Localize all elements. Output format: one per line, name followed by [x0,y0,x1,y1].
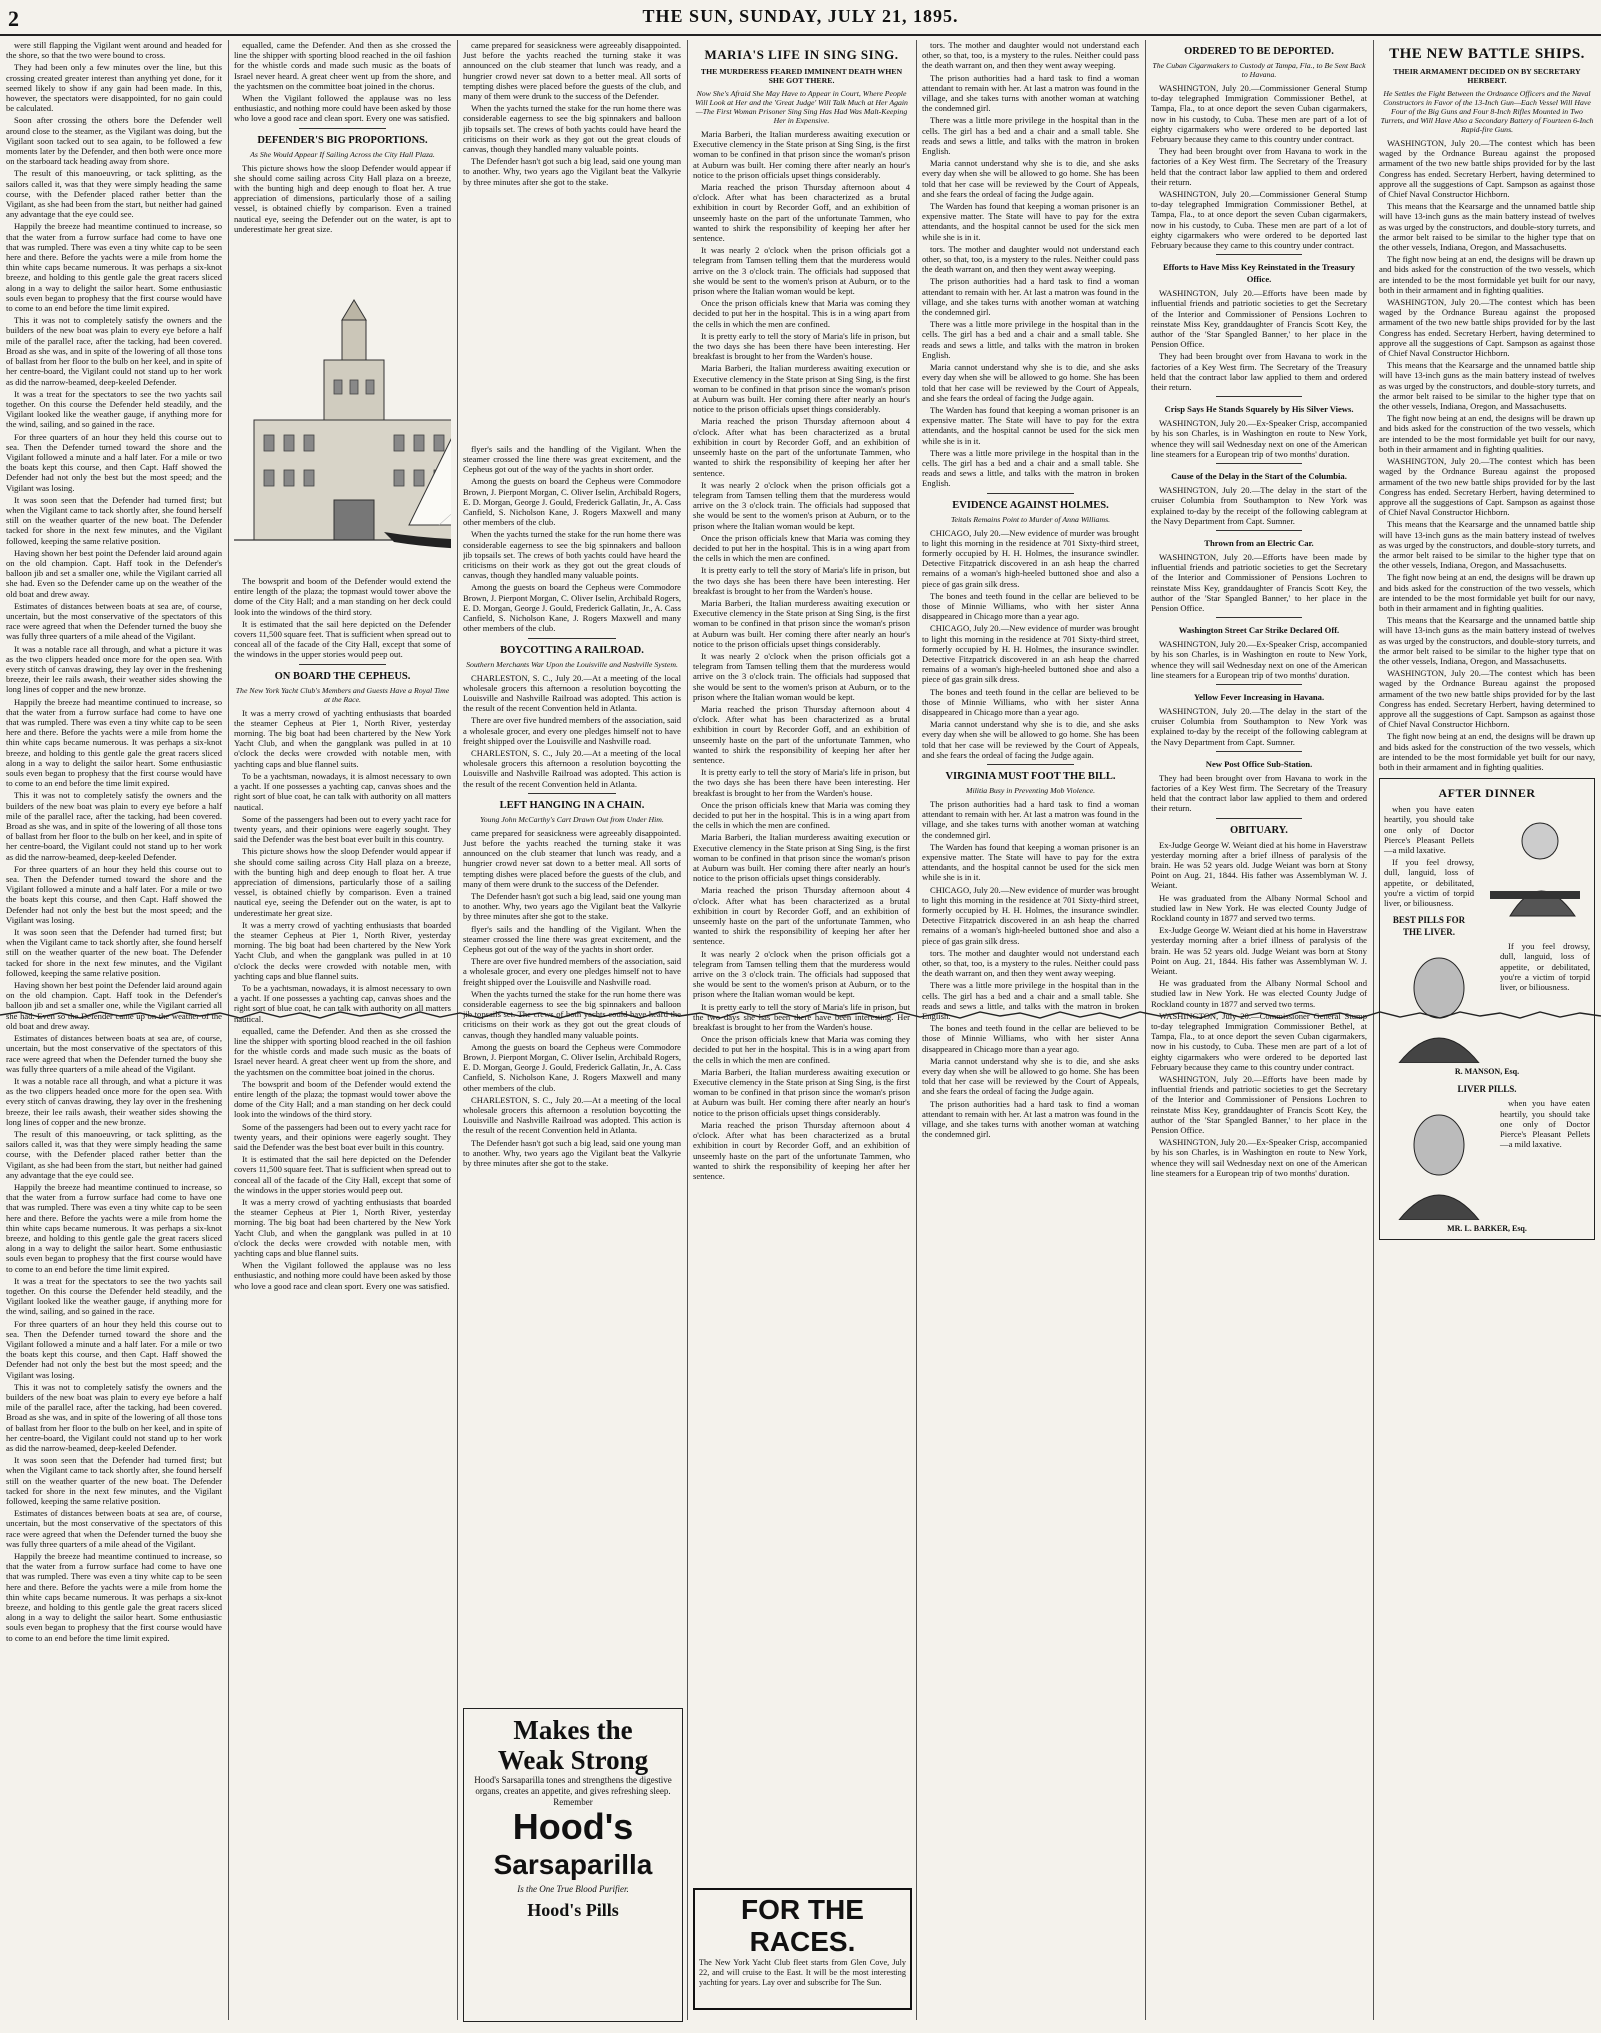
paragraph: Once the prison officials knew that Maria was coming they decided to put her in the hospital. This is in a wing apart from the cells in which the men are confined. [693,532,910,564]
headline-car-strike: Washington Street Car Strike Declared Off. [1178,625,1340,636]
paragraph: Maria Barberi, the Italian murderess awaiting execution or Executive clemency in the State prison at Sing Sing, is the first woman to be confined in that prison since the woman's prison at Auburn was built. Her coming there after nearly an hour's notice to the prison officials upset things considerably. [693,363,910,415]
paragraph: It is pretty early to tell the story of Maria's life in prison, but the two days she has been there have been interesting. Her breakfast is brought to her from the Warden's house. [693,565,910,596]
paragraph: Maria reached the prison Thursday afternoon about 4 o'clock. After what has been characterized as a brutal exhibition in court by Recorder Goff, and an exhibition of unseemly haste on the part of the unfortunate Tammen, who wanted to shirk the responsibility of keeping her after her sentence. [693,182,910,244]
paragraph: Ex-Judge George W. Weiant died at his home in Haverstraw yesterday morning after a brief illness of paralysis of the brain. He was 52 years old. Judge Weiant was born at Stony Point on Aug. 21, 1844. His father was Assemblyman W. J. Weiant. [1151,925,1367,976]
deck: THE MURDERESS FEARED IMMINENT DEATH WHEN SHE GOT THERE. [700,67,903,85]
paragraph: It was a merry crowd of yachting enthusiasts that boarded the steamer Cepheus at Pier 1, North River, yesterday morning. The big boat had been chartered by the New York Yacht Club, and when the gangplank was pulled in at 10 o'clock the decks were crowded with notable men, with yachting caps and blue flannel suits. [234,919,451,981]
paragraph: When the Vigilant followed the applause was no less enthusiastic, and nothing more could have been asked by those who love a good race and clean sport. Every one was satisfied. [234,1260,451,1291]
ad-brand: Hood's [512,1806,634,1847]
paragraph: Maria Barberi, the Italian murderess awaiting execution or Executive clemency in the State prison at Sing Sing, is the first woman to be confined in that prison since the woman's prison at Auburn was built. Her coming there after nearly an hour's notice to the prison officials upset things considerably. [693,832,910,884]
paragraph: WASHINGTON, July 20.—Commissioner General Stump to-day telegraphed Immigration Commissioner Bethel, at Tampa, Fla., to at once deport the seven Cuban cigarmakers, now in his custody, to Cuba. These men are part of a lot of eighty cigarmakers who were ordered to be deported last February because they came to this country under contract. [1151,1010,1367,1072]
divider [528,638,615,639]
subdeck: He Settles the Fight Between the Ordnance Officers and the Naval Constructors in Favor of the 13-Inch Gun—Each Vessel Will Have Four of the Big Guns and Four 8-Inch Rifles Mounted in Two Turrets, and Will Have Also a Secondary Battery of Fourteen 6-Inch Rapid-fire Guns. [1380,89,1594,134]
paragraph: were still flapping the Vigilant went around and headed for the shore, so that the two were bound to cross. [6,40,222,61]
paragraph: Maria reached the prison Thursday afternoon about 4 o'clock. After what has been characterized as a brutal exhibition in court by Recorder Goff, and an exhibition of unseemly haste on the part of the unfortunate Tammen, who wanted to shirk the responsibility of keeping her after her sentence. [693,416,910,478]
deck: THEIR ARMAMENT DECIDED ON BY SECRETARY HERBERT. [1393,67,1581,85]
paragraph: He was graduated from the Albany Normal School and studied law in New York. He was elected County Judge of Rockland county in 1877 and served two terms. [1151,978,1367,1009]
paragraph: tors. The mother and daughter would not understand each other, so that, too, is a mystery to the rules. Neither could pass the death warrant on, and then they went away weeping. [922,40,1139,71]
paragraph: Ex-Judge George W. Weiant died at his home in Haverstraw yesterday morning after a brief illness of paralysis of the brain. He was 52 years old. Judge Weiant was born at Stony Point on Aug. 21, 1844. His father was Assemblyman W. J. Weiant. [1151,839,1367,891]
column-rule [1145,40,1146,2020]
divider [1216,617,1302,618]
paragraph: This picture shows how the sloop Defender would appear if she should come sailing across City Hall plaza on a breeze, with the bunting high and deep enough to float her. A true appreciation of dimensions, particularly those of a sailing vessel, is obtained chiefly by comparison. Even a trained nautical eye, seeing the Defender out on the water, is apt to underestimate her great size. [234,846,451,918]
paragraph: There was a little more privilege in the hospital than in the cells. The girl has a bed and a chair and a small table. She reads and sews a little, and talks with the matron in broken English. [922,980,1139,1022]
paragraph: CHARLESTON, S. C., July 20.—At a meeting of the local wholesale grocers this afternoon a resolution boycotting the Louisville and Nashville Railroad was adopted. This action is the result of the recent Convention held in Atlanta. [463,1094,681,1136]
paragraph: Estimates of distances between boats at sea are, of course, uncertain, but the most conservative of the spectators of this race were agreed that when the Defender turned the buoy she was fully three quarters of a mile ahead of the Vigilant. [6,600,222,642]
paragraph: The Defender hasn't got such a big lead, said one young man to another. Why, two years ago the Vigilant beat the Valkyrie by three minutes after she got to the stake. [463,890,681,922]
paragraph: Once the prison officials knew that Maria was coming they decided to put her in the hospital. This is in a wing apart from the cells in which the men are confined. [693,1034,910,1065]
headline-crisp: Crisp Says He Stands Squarely by His Silver Views. [1164,404,1354,415]
paragraph: There are over five hundred members of the association, said a wholesale grocer, and every one pledges himself not to have freight shipped over the Louisville and Nashville road. [463,715,681,746]
column-6 [1151,40,1367,2020]
paragraph: WASHINGTON, July 20.—The contest which has been waged by the Ordnance Bureau against the proposed armament of the two new battle ships provided for by the last Congress has ended. Secretary Herbert, having determined to approve all the suggestions of Capt. Sampson as against those of Chief Naval Constructor Hichborn. [1379,668,1595,730]
deck: The New York Yacht Club's Members and Guests Have a Royal Time at the Race. [235,685,450,704]
paragraph: Maria cannot understand why she is to die, and she asks every day when she will be allowed to go home. She has been told that her case will be reviewed by the Court of Appeals, and she fears the ordeal of facing the Judge again. [922,719,1139,760]
paragraph: It was soon seen that the Defender had turned first; but when the Vigilant came to tack shortly after, she found herself still on the weather quarter of the new boat. The Defender tacked for shore in the next few minutes, and the Vigilant followed, keeping the same relative position. [6,1455,222,1507]
portrait-barker [1384,1100,1494,1220]
paragraph: For three quarters of an hour they held this course out to sea. Then the Defender turned toward the shore and the Vigilant followed a minute and a half later. For a mile or two the boats kept this course, and then Capt. Haff showed the Defender had not only the best but the most speed; and the Vigilant was losing. [6,863,222,925]
headline-defender-proportions: DEFENDER'S BIG PROPORTIONS. [257,134,428,146]
paragraph: It was nearly 2 o'clock when the prison officials got a telegram from Tamsen telling them that the murderess would arrive on the 3 o'clock train. The officials had supposed that she would be sent to the women's prison at Auburn, or to the prison where the Italian woman would be kept. [693,948,910,1000]
paragraph: There was a little more privilege in the hospital than in the cells. The girl has a bed and a chair and a small table. She reads and sews a little, and talks with the matron in broken English. [922,319,1139,360]
paragraph: The Defender hasn't got such a big lead, said one young man to another. Why, two years ago the Vigilant beat the Valkyrie by three minutes after she got to the stake. [463,156,681,187]
paragraph: Some of the passengers had been out to every yacht race for twenty years, and their opinions were eagerly sought. They said the Defender was the best boat ever built in this country. [234,813,451,845]
paragraph: CHICAGO, July 20.—New evidence of murder was brought to light this morning in the residence at 701 Sixty-third street, formerly occupied by H. H. Holmes, the insurance swindler. Detective Fitzpatrick discovered in an ash heap the charred remains of a woman's high-heeled buttoned shoe and also a piece of gas grain silk dress. [922,884,1139,946]
paragraph: The bowsprit and boom of the Defender would extend the entire length of the plaza; the topmast would tower above the dome of the City Hall; and a man standing on her deck could look into the windows of the third story. [234,576,451,617]
paragraph: WASHINGTON, July 20.—The contest which has been waged by the Ordnance Bureau against the proposed armament of the two new battle ships provided for by the last Congress has ended. Secretary Herbert, having determined to approve all the suggestions of Capt. Sampson as against those of Chief Naval Constructor Hichborn. [1379,138,1595,200]
paragraph: when you have eaten heartily, you should take one only of Doctor Pierce's Pleasant Pellets—a mild laxative. [1384,804,1474,855]
ad-brand: Hood's Pills [527,1900,619,1920]
paragraph: This means that the Kearsarge and the unnamed battle ship will have 13-inch guns as the main battery instead of twelves as was urged by the constructors, and double-story turrets, and the armor belt raised to be similar to the higher type that on the other vessels, Indiana, Oregon, and Massachusetts. [1379,201,1595,253]
paragraph: Among the guests on board the Cepheus were Commodore Brown, J. Pierpont Morgan, C. Oliver Iselin, Archibald Rogers, E. D. Morgan, George J. Gould, Frederick Gallatin, Jr., A. Cass Canfield, S. Nicholson Kane, J. Rogers Maxwell and many other members of the club. [463,476,681,528]
paragraph: When the Vigilant followed the applause was no less enthusiastic, and nothing more could have been asked by those who love a good race and clean sport. Every one was satisfied. [234,93,451,124]
ad-text: The New York Yacht Club fleet starts from Glen Cove, July 22, and will cruise to the East. It will be the most interesting yachting for years. Lay over and subscribe for The Sun. [699,1958,906,1987]
paragraph: The prison authorities had a hard task to find a woman attendant to remain with her. At last a matron was found in the village, and she takes turns with another woman at watching the condemned girl. [922,1098,1139,1140]
paragraph: WASHINGTON, July 20.—The delay in the start of the cruiser Columbia from Southampton to New York was explained to-day by the receipt of the following cablegram at the Navy Department from Capt. Sumner. [1151,485,1367,526]
column-4 [693,40,910,2020]
paragraph: came prepared for seasickness were agreeably disappointed. Just before the yachts reached the turning stake it was announced on the club steamer that lunch was ready, and a hungrier crowd never sat down to a better meal. All sorts of tempting dishes were placed before the guests of the club, and many of them were drunk to the success of the Defender. [463,827,681,889]
divider [1216,751,1302,752]
portrait-manson [1384,943,1494,1063]
after-dinner-heading: AFTER DINNER [1438,786,1536,801]
paragraph: The Warden has found that keeping a woman prisoner is an expensive matter. The State will have to pay for the extra attendants, and the hospital cannot be used for the sick men while she is in it. [922,404,1139,446]
headline-battle-ships: THE NEW BATTLE SHIPS. [1389,46,1585,62]
paragraph: The prison authorities had a hard task to find a woman attendant to remain with her. At last a matron was found in the village, and she takes turns with another woman at watching the condemned girl. [922,72,1139,114]
paragraph: CHICAGO, July 20.—New evidence of murder was brought to light this morning in the residence at 701 Sixty-third street, formerly occupied by H. H. Holmes, the insurance swindler. Detective Fitzpatrick discovered in an ash heap the charred remains of a woman's high-heeled buttoned shoe and also a piece of gas grain silk dress. [922,527,1139,589]
headline-deported: ORDERED TO BE DEPORTED. [1184,46,1334,57]
paragraph: equalled, came the Defender. And then as she crossed the line the shipper with sporting blood reached in the oil fashion for the whistle cords and made such music as the boats of Israel never heard. A great cheer went up from the shore, and the yachtsmen on the committee boat joined in the chorus. [234,40,451,91]
paragraph: Maria cannot understand why she is to die, and she asks every day when she will be allowed to go home. She has been told that her case will be reviewed by the Court of Appeals, and she fears the ordeal of facing the Judge again. [922,1055,1139,1097]
divider [299,664,386,665]
headline-columbia: Cause of the Delay in the Start of the Columbia. [1171,471,1347,482]
paragraph: The fight now being at an end, the designs will be drawn up and bids asked for the construction of the two vessels, which are intended to be the most formidable yet built for our navy, both in their armament and in fighting qualities. [1379,413,1595,454]
paragraph: To be a yachtsman, nowadays, it is almost necessary to own a yacht. If one possesses a yachting cap, canvas shoes and the right sort of blue coat, he can talk with authority on all matters nautical. [234,770,451,812]
paragraph: If you feel drowsy, dull, languid, loss of appetite, or debilitated, you're a victim of torpid liver, or biliousness. [1500,941,1590,993]
paragraph: Maria Barberi, the Italian murderess awaiting execution or Executive clemency in the State prison at Sing Sing, is the first woman to be confined in that prison since the woman's prison at Auburn was built. Her coming there after nearly an hour's notice to the prison officials upset things considerably. [693,597,910,649]
paragraph: Once the prison officials knew that Maria was coming they decided to put her in the hospital. This is in a wing apart from the cells in which the men are confined. [693,799,910,831]
paragraph: The fight now being at an end, the designs will be drawn up and bids asked for the construction of the two vessels, which are intended to be the most formidable yet built for our navy, both in their armament and in fighting qualities. [1379,731,1595,772]
paragraph: Among the guests on board the Cepheus were Commodore Brown, J. Pierpont Morgan, C. Oliver Iselin, Archibald Rogers, E. D. Morgan, George J. Gould, Frederick Gallatin, Jr., A. Cass Canfield, S. Nicholson Kane, J. Rogers Maxwell and many other members of the club. [463,582,681,634]
column-rule [228,40,229,2020]
paragraph: WASHINGTON, July 20.—Commissioner General Stump to-day telegraphed Immigration Commissioner Bethel, at Tampa, Fla., to at once deport the seven Cuban cigarmakers, now in his custody, to Cuba. These men are part of a lot of eighty cigarmakers who were ordered to be deported last February because they came to this country under contract. [1151,83,1367,145]
paragraph: WASHINGTON, July 20.—Ex-Speaker Crisp, accompanied by his son Charles, is in Washington en route to New York, whence they will sail Wednesday next on one of the American line steamers for a European trip of two months' duration. [1151,418,1367,459]
paragraph: WASHINGTON, July 20.—Ex-Speaker Crisp, accompanied by his son Charles, is in Washington en route to New York, whence they will sail Wednesday next on one of the American line steamers for a European trip of two months' duration. [1151,639,1367,680]
paragraph: It was a merry crowd of yachting enthusiasts that boarded the steamer Cepheus at Pier 1, North River, yesterday morning. The big boat had been chartered by the New York Yacht Club, and when the gangplank was pulled in at 10 o'clock the decks were crowded with notable men, with yachting caps and blue flannel suits. [234,1197,451,1259]
pierce-pellets-ad [1379,778,1595,1239]
paragraph: Maria Barberi, the Italian murderess awaiting execution or Executive clemency in the State prison at Sing Sing, is the first woman to be confined in that prison since the woman's prison at Auburn was built. Her coming there after nearly an hour's notice to the prison officials upset things considerably. [693,1066,910,1118]
ad-text: Hood's Sarsaparilla tones and strengthens the digestive organs, creates an appetite, and gives refreshing sleep. Remember [474,1775,672,1807]
column-rule [457,40,458,2020]
subdeck: Now She's Afraid She May Have to Appear in Court, Where People Will Look at Her and the 'Great Judge' Will Talk Much at Her Again—The First Woman Prisoner Sing Sing Has Had Was Malt-Keeping Her in Expensive. [695,89,908,125]
paragraph: It was soon seen that the Defender had turned first; but when the Vigilant came to tack shortly after, she found herself still on the weather quarter of the new boat. The Defender tacked for shore in the next few minutes, and the Vigilant followed, keeping the same relative position. [6,927,222,978]
for-the-races-ad [693,1888,912,2010]
paragraph: Maria reached the prison Thursday afternoon about 4 o'clock. After what has been characterized as a brutal exhibition in court by Recorder Goff, and an exhibition of unseemly haste on the part of the unfortunate Tammen, who wanted to shirk the responsibility of keeping her after her sentence. [693,703,910,765]
paragraph: WASHINGTON, July 20.—The contest which has been waged by the Ordnance Bureau against the proposed armament of the two new battle ships provided for by the last Congress has ended. Secretary Herbert, having determined to approve all the suggestions of Capt. Sampson as against those of Chief Naval Constructor Hichborn. [1379,456,1595,518]
paragraph: This means that the Kearsarge and the unnamed battle ship will have 13-inch guns as the main battery instead of twelves as was urged by the constructors, and double-story turrets, and the armor belt raised to be similar to the higher type that on the other vessels, Indiana, Oregon, and Massachusetts. [1379,360,1595,412]
paragraph: The prison authorities had a hard task to find a woman attendant to remain with her. At last a matron was found in the village, and she takes turns with another woman at watching the condemned girl. [922,276,1139,318]
paragraph: The bowsprit and boom of the Defender would extend the entire length of the plaza; the topmast would tower above the dome of the City Hall; and a man standing on her deck could look into the windows of the third story. [234,1078,451,1120]
paragraph: It is pretty early to tell the story of Maria's life in prison, but the two days she has been there have been interesting. Her breakfast is brought to her from the Warden's house. [693,330,910,362]
paragraph: It was a merry crowd of yachting enthusiasts that boarded the steamer Cepheus at Pier 1, North River, yesterday morning. The big boat had been chartered by the New York Yacht Club, and when the gangplank was pulled in at 10 o'clock the decks were crowded with notable men, with yachting caps and blue flannel suits. [234,707,451,769]
paragraph: This picture shows how the sloop Defender would appear if she should come sailing across City Hall plaza on a breeze, with the bunting high and deep enough to float her. A true appreciation of dimensions, particularly those of a sailing vessel, is obtained chiefly by comparison. Even a trained nautical eye, seeing the Defender out on the water, is apt to underestimate her great size. [234,162,451,234]
man-eating-illustration [1480,806,1590,926]
paragraph: Some of the passengers had been out to every yacht race for twenty years, and their opinions were eagerly sought. They said the Defender was the best boat ever built in this country. [234,1121,451,1152]
paragraph: Happily the breeze had meantime continued to increase, so that the water from a furrow surface had come to have one that was rumpled. There was even a tiny white cap to be seen here and there. Before the yachts were a mile from home the thin white caps became numerous. It was perhaps a six-knot breeze, and holding to this gentle gale the great racers sliced along in a way to delight the sailor heart. Some enthusiastic souls even began to prophesy that the first course would have to come to an end before the time limit expired. [6,1181,222,1274]
headline-cepheus: ON BOARD THE CEPHEUS. [274,670,411,682]
masthead [0,0,1601,36]
headline-miss-key: Efforts to Have Miss Key Reinstated in the Treasury Office. [1163,262,1355,285]
hoods-sarsaparilla-ad [463,1708,683,2022]
paragraph: This it was not to completely satisfy the owners and the builders of the new boat was plain to every eye before a half mile of the parallel race, after the tacking, had been covered. Broad as she was, and in spite of the lowering of all those tons of ballast from her floor to the bulb on her keel, and in spite of her centre-board, the Vigilant could not stand up to her work as did the narrow-beamed, deep-keeled Defender. [6,315,222,387]
paragraph: For three quarters of an hour they held this course out to sea. Then the Defender turned toward the shore and the Vigilant followed a minute and a half later. For a mile or two the boats kept this course, and then Capt. Haff showed the Defender had not only the best but the most speed; and the Vigilant was losing. [6,1318,222,1380]
paragraph: It was a treat for the spectators to see the two yachts sail together. On this course the Defender held steadily, and the Vigilant looked like the weather gauge, if anything more for the wind, sailing, and so gained in the race. [6,388,222,430]
headline-obituary: OBITUARY. [1230,824,1288,836]
paragraph: CHARLESTON, S. C., July 20.—At a meeting of the local wholesale grocers this afternoon a resolution boycotting the Louisville and Nashville Railroad was adopted. This action is the result of the recent Convention held in Atlanta. [463,747,681,789]
paragraph: When the yachts turned the stake for the run home there was considerable eagerness to see the big spinnakers and balloon jib topsails set. The crews of both yachts could have heard the criticisms on their work as they got out the great clouds of canvas, though they handled many valuable points. [463,529,681,581]
paragraph: The bones and teeth found in the cellar are believed to be those of Minnie Williams, who with her sister Anna disappeared in Chicago more than a year ago. [922,590,1139,622]
ad-line: Makes the [513,1715,633,1745]
page-number: 2 [8,6,19,31]
column-7 [1379,40,1595,2020]
paragraph: Among the guests on board the Cepheus were Commodore Brown, J. Pierpont Morgan, C. Oliver Iselin, Archibald Rogers, E. D. Morgan, George J. Gould, Frederick Gallatin, Jr., A. Cass Canfield, S. Nicholson Kane, J. Rogers Maxwell and many other members of the club. [463,1041,681,1093]
paragraph: They had been only a few minutes over the line, but this crossing created greater interest than anything yet done, for it seemed likely to show if any gain had been made. In this, however, the spectators were disappointed, for no gain could be calculated. [6,62,222,114]
divider [299,128,386,129]
paragraph: It is estimated that the sail here depicted on the Defender covers 11,500 square feet. That is sufficient when spread out to conceal all of the facade of the City Hall, except that some of the windows in the upper stories would peep out. [234,618,451,660]
ad-line: Weak Strong [497,1745,649,1775]
column-rule [916,40,917,2020]
paragraph: flyer's sails and the handling of the Vigilant. When the steamer crossed the line there was great excitement, and the Cepheus got out of the way of the yachts in short order. [463,923,681,954]
paragraph: Having shown her best point the Defender laid around again on the old champion. Capt. Haff took in the Defender's balloon jib and set a smaller one, while the Vigilant carried all she had. Even so the Defender came up on the weather of the old boat and drew away. [6,980,222,1031]
paragraph: Maria reached the prison Thursday afternoon about 4 o'clock. After what has been characterized as a brutal exhibition in court by Recorder Goff, and an exhibition of unseemly haste on the part of the unfortunate Tammen, who wanted to shirk the responsibility of keeping her after her sentence. [693,885,910,947]
paragraph: WASHINGTON, July 20.—Efforts have been made by influential friends and patriotic societies to get the Secretary of the Interior and Commissioner of Pensions Lochren to reinstate Miss Key, granddaughter of Francis Scott Key, the author of the 'Star Spangled Banner,' to her place in the Pension Office. [1151,1074,1367,1136]
paragraph: It was nearly 2 o'clock when the prison officials got a telegram from Tamsen telling them that the murderess would arrive on the 3 o'clock train. The officials had supposed that she would be sent to the women's prison at Auburn, or to the prison where the Italian woman would be kept. [693,245,910,297]
paragraph: Maria cannot understand why she is to die, and she asks every day when she will be allowed to go home. She has been told that her case will be reviewed by the Court of Appeals, and she fears the ordeal of facing the Judge again. [922,362,1139,403]
column-rule [1373,40,1374,2020]
divider [1216,818,1302,819]
yacht-over-city-hall-drawing [234,240,451,570]
headline-holmes: EVIDENCE AGAINST HOLMES. [952,499,1109,511]
paragraph: There are over five hundred members of the association, said a wholesale grocer, and every one pledges himself not to have freight shipped over the Louisville and Nashville road. [463,956,681,987]
column-5 [922,40,1139,2020]
ad-brand: Sarsaparilla [493,1849,653,1880]
paragraph: equalled, came the Defender. And then as she crossed the line the shipper with sporting blood reached in the oil fashion for the whistle cords and made such music as the boats of Israel never heard. A great cheer went up from the shore, and the yachtsmen on the committee boat joined in the chorus. [234,1025,451,1077]
paragraph: They had been brought over from Havana to work in the factories of a Key West firm. The Secretary of the Treasury held that the contract labor law applied to them and ordered their return. [1151,772,1367,814]
paragraph: This means that the Kearsarge and the unnamed battle ship will have 13-inch guns as the main battery instead of twelves as was urged by the constructors, and double-story turrets, and the armor belt raised to be similar to the higher type that on the other vessels, Indiana, Oregon, and Massachusetts. [1379,615,1595,666]
deck: Militia Busy in Preventing Mob Violence. [965,786,1096,795]
newspaper-title: THE SUN, SUNDAY, JULY 21, 1895. [642,6,959,26]
best-pills-heading: BEST PILLS FOR THE LIVER. [1392,915,1466,938]
paragraph: There was a little more privilege in the hospital than in the cells. The girl has a bed and a chair and a small table. She reads and sews a little, and talks with the matron in broken English. [922,115,1139,157]
paragraph: CHARLESTON, S. C., July 20.—At a meeting of the local wholesale grocers this afternoon a resolution boycotting the Louisville and Nashville Railroad was adopted. This action is the result of the recent Convention held in Atlanta. [463,672,681,714]
deck: The Cuban Cigarmakers to Custody at Tampa, Fla., to Be Sent Back to Havana. [1152,61,1366,79]
paragraph: Estimates of distances between boats at sea are, of course, uncertain, but the most conservative of the spectators of this race were agreed that when the Defender turned the buoy she was fully three quarters of a mile ahead of the Vigilant. [6,1033,222,1074]
paragraph: WASHINGTON, July 20.—The delay in the start of the cruiser Columbia from Southampton to New York was explained to-day by the receipt of the following cablegram at the Navy Department from Capt. Sumner. [1151,705,1367,747]
illustration-space [463,189,681,444]
paragraph: Happily the breeze had meantime continued to increase, so that the water from a furrow surface had come to have one that was rumpled. There was even a tiny white cap to be seen here and there. Before the yachts were a mile from home the thin white caps became numerous. It was perhaps a six-knot breeze, and holding to this gentle gale the great racers sliced along in a way to delight the sailor heart. Some enthusiastic souls even began to prophesy that the first course would have to come to an end before the time limit expired. [6,221,222,314]
paragraph: when you have eaten heartily, you should take one only of Doctor Pierce's Pleasant Pellets—a mild laxative. [1500,1098,1590,1150]
paragraph: It was nearly 2 o'clock when the prison officials got a telegram from Tamsen telling them that the murderess would arrive on the 3 o'clock train. The officials had supposed that she would be sent to the women's prison at Auburn, or to the prison where the Italian woman would be kept. [693,479,910,531]
paragraph: It is estimated that the sail here depicted on the Defender covers 11,500 square feet. That is sufficient when spread out to conceal all of the facade of the City Hall, except that some of the windows in the upper stories would peep out. [234,1154,451,1195]
paragraph: To be a yachtsman, nowadays, it is almost necessary to own a yacht. If one possesses a yachting cap, canvas shoes and the right sort of blue coat, he can talk with authority on all matters nautical. [234,982,451,1024]
paragraph: It was a notable race all through, and what a picture it was as the two clippers headed once more for the open sea. With every stitch of canvas drawing, they lay over in the freshening breeze, their lee rails awash, their weather sides showing the long lines of copper and the new bronze. [6,1075,222,1127]
paragraph: The Warden has found that keeping a woman prisoner is an expensive matter. The State will have to pay for the extra attendants, and the hospital cannot be used for the sick men while she is in it. [922,841,1139,883]
paragraph: It is pretty early to tell the story of Maria's life in prison, but the two days she has been there have been interesting. Her breakfast is brought to her from the Warden's house. [693,1001,910,1033]
paragraph: It is pretty early to tell the story of Maria's life in prison, but the two days she has been there have been interesting. Her breakfast is brought to her from the Warden's house. [693,767,910,798]
paragraph: Maria Barberi, the Italian murderess awaiting execution or Executive clemency in the State prison at Sing Sing, is the first woman to be confined in that prison since the woman's prison at Auburn was built. Her coming there after nearly an hour's notice to the prison officials upset things considerably. [693,129,910,180]
paragraph: Once the prison officials knew that Maria was coming they decided to put her in the hospital. This is in a wing apart from the cells in which the men are confined. [693,298,910,329]
headline-boycotting: BOYCOTTING A RAILROAD. [500,644,644,656]
divider [987,493,1074,494]
paragraph: The bones and teeth found in the cellar are believed to be those of Minnie Williams, who with her sister Anna disappeared in Chicago more than a year ago. [922,686,1139,717]
paragraph: Happily the breeze had meantime continued to increase, so that the water from a furrow surface had come to have one that was rumpled. There was even a tiny white cap to be seen here and there. Before the yachts were a mile from home the thin white caps became numerous. It was perhaps a six-knot breeze, and holding to this gentle gale the great racers sliced along in a way to delight the sailor heart. Some enthusiastic souls even began to prophesy that the first course would have to come to an end before the time limit expired. [6,1551,222,1643]
paragraph: tors. The mother and daughter would not understand each other, so that, too, is a mystery to the rules. Neither could pass the death warrant on, and then they went away weeping. [922,947,1139,979]
paragraph: Estimates of distances between boats at sea are, of course, uncertain, but the most conservative of the spectators of this race were agreed that when the Defender turned the buoy she was fully three quarters of a mile ahead of the Vigilant. [6,1508,222,1549]
paragraph: The prison authorities had a hard task to find a woman attendant to remain with her. At last a matron was found in the village, and she takes turns with another woman at watching the condemned girl. [922,799,1139,840]
paragraph: This it was not to completely satisfy the owners and the builders of the new boat was plain to every eye before a half mile of the parallel race, after the tacking, had been covered. Broad as she was, and in spite of the lowering of all those tons of ballast from her floor to the bulb on her keel, and in spite of her centre-board, the Vigilant could not stand up to her work as did the narrow-beamed, deep-keeled Defender. [6,790,222,862]
paragraph: This means that the Kearsarge and the unnamed battle ship will have 13-inch guns as the main battery instead of twelves as was urged by the constructors, and double-story turrets, and the armor belt raised to be similar to the higher type that on the other vessels, Indiana, Oregon, and Massachusetts. [1379,519,1595,571]
headline-virginia: VIRGINIA MUST FOOT THE BILL. [945,771,1116,782]
divider [1216,254,1302,255]
divider [1216,530,1302,531]
headline-electric-car: Thrown from an Electric Car. [1204,537,1314,548]
paragraph: The result of this manoeuvring, or tack splitting, as the sailors called it, was that they were simply heading the same course, with the Defender placed rather better than the Vigilant, as she had been from the start, but neither had gained any advantage that the eye could see. [6,168,222,220]
city-hall-yacht-illustration [234,240,451,570]
paragraph: The Warden has found that keeping a woman prisoner is an expensive matter. The State will have to pay for the extra attendants, and the hospital cannot be used for the sick men while she is in it. [922,201,1139,242]
paragraph: WASHINGTON, July 20.—The contest which has been waged by the Ordnance Bureau against the proposed armament of the two new battle ships provided for by the last Congress has ended. Secretary Herbert, having determined to approve all the suggestions of Capt. Sampson as against those of Chief Naval Constructor Hichborn. [1379,297,1595,359]
paragraph: flyer's sails and the handling of the Vigilant. When the steamer crossed the line there was great excitement, and the Cepheus got out of the way of the yachts in short order. [463,443,681,475]
paragraph: The Defender hasn't got such a big lead, said one young man to another. Why, two years ago the Vigilant beat the Valkyrie by three minutes after she got to the stake. [463,1137,681,1169]
paragraph: The fight now being at an end, the designs will be drawn up and bids asked for the construction of the two vessels, which are intended to be the most formidable yet built for our navy, both in their armament and in fighting qualities. [1379,572,1595,613]
paragraph: For three quarters of an hour they held this course out to sea. Then the Defender turned toward the shore and the Vigilant followed a minute and a half later. For a mile or two the boats kept this course, and then Capt. Haff showed the Defender had not only the best but the most speed; and the Vigilant was losing. [6,431,222,493]
headline-post-office: New Post Office Sub-Station. [1205,758,1313,769]
paragraph: Having shown her best point the Defender laid around again on the old champion. Capt. Haff took in the Defender's balloon jib and set a smaller one, while the Vigilant carried all she had. Even so the Defender came up on the weather of the old boat and drew away. [6,547,222,599]
paragraph: They had been brought over from Havana to work in the factories of a Key West firm. The Secretary of the Treasury held that the contract labor law applied to them and ordered their return. [1151,351,1367,393]
paragraph: WASHINGTON, July 20.—Efforts have been made by influential friends and patriotic societies to get the Secretary of the Interior and Commissioner of Pensions Lochren to reinstate Miss Key, granddaughter of Francis Scott Key, the author of the 'Star Spangled Banner,' to her place in the Pension Office. [1151,551,1367,613]
deck: Young John McCarthy's Cart Drawn Out from Under Him. [480,814,664,824]
deck: As She Would Appear If Sailing Across the City Hall Plaza. [250,149,435,159]
headline-yellow-fever: Yellow Fever Increasing in Havana. [1193,691,1325,702]
divider [528,793,615,794]
paragraph: WASHINGTON, July 20.—Commissioner General Stump to-day telegraphed Immigration Commissioner Bethel, at Tampa, Fla., to at once deport the seven Cuban cigarmakers, now in his custody, to Cuba. These men are part of a lot of eighty cigarmakers who were ordered to be deported last February because they came to this country under contract. [1151,189,1367,251]
signature-manson: R. MANSON, Esq. [1454,1067,1520,1077]
liver-pills-heading: LIVER PILLS. [1457,1084,1517,1095]
paragraph: Soon after crossing the others bore the Defender well around close to the steamer, as the Vigilant was doing, but the Vigilant soon tacked out to sea again, to be followed a few moments later by the Defender, and then both were once more on the starboard tack heading away from shore. [6,115,222,167]
paragraph: They had been brought over from Havana to work in the factories of a Key West firm. The Secretary of the Treasury held that the contract labor law applied to them and ordered their return. [1151,146,1367,187]
paragraph: If you feel drowsy, dull, languid, loss of appetite, or debilitated, you're a victim of torpid liver, or biliousness. [1384,857,1474,909]
signature-barker: MR. L. BARKER, Esq. [1447,1224,1527,1234]
deck: Teitals Remains Point to Murder of Anna Williams. [950,514,1111,524]
paragraph: There was a little more privilege in the hospital than in the cells. The girl has a bed and a chair and a small table. She reads and sews a little, and talks with the matron in broken English. [922,447,1139,489]
paragraph: When the yachts turned the stake for the run home there was considerable eagerness to see the big spinnakers and balloon jib topsails set. The crews of both yachts could have heard the criticisms on their work as they got out the great clouds of canvas, though they handled many valuable points. [463,103,681,155]
paragraph: He was graduated from the Albany Normal School and studied law in New York. He was elected County Judge of Rockland county in 1877 and served two terms. [1151,892,1367,923]
paragraph: It was a treat for the spectators to see the two yachts sail together. On this course the Defender held steadily, and the Vigilant looked like the weather gauge, if anything more for the wind, sailing, and so gained in the race. [6,1275,222,1317]
paragraph: tors. The mother and daughter would not understand each other, so that, too, is a mystery to the rules. Neither could pass the death warrant on, and then they went away weeping. [922,243,1139,275]
paragraph: Maria cannot understand why she is to die, and she asks every day when she will be allowed to go home. She has been told that her case will be reviewed by the Court of Appeals, and she fears the ordeal of facing the Judge again. [922,158,1139,199]
paragraph: The fight now being at an end, the designs will be drawn up and bids asked for the construction of the two vessels, which are intended to be the most formidable yet built for our navy, both in their armament and in fighting qualities. [1379,254,1595,295]
column-rule [687,40,688,2020]
column-1 [6,40,222,2020]
headline-maria: MARIA'S LIFE IN SING SING. [704,47,899,62]
paragraph: This it was not to completely satisfy the owners and the builders of the new boat was plain to every eye before a half mile of the parallel race, after the tacking, had been covered. Broad as she was, and in spite of the lowering of all those tons of ballast from her floor to the bulb on her keel, and in spite of her centre-board, the Vigilant could not stand up to her work as did the narrow-beamed, deep-keeled Defender. [6,1381,222,1454]
paragraph: It was a notable race all through, and what a picture it was as the two clippers headed once more for the open sea. With every stitch of canvas drawing, they lay over in the freshening breeze, their lee rails awash, their weather sides showing the long lines of copper and the new bronze. [6,643,222,695]
divider [987,764,1074,765]
paragraph: It was nearly 2 o'clock when the prison officials got a telegram from Tamsen telling them that the murderess would arrive on the 3 o'clock train. The officials had supposed that she would be sent to the women's prison at Auburn, or to the prison where the Italian woman would be kept. [693,650,910,702]
paragraph: Happily the breeze had meantime continued to increase, so that the water from a furrow surface had come to have one that was rumpled. There was even a tiny white cap to be seen here and there. Before the yachts were a mile from home the thin white caps became numerous. It was perhaps a six-knot breeze, and holding to this gentle gale the great racers sliced along in a way to delight the sailor heart. Some enthusiastic souls even began to prophesy that the first course would have to come to an end before the time limit expired. [6,696,222,789]
paragraph: It was soon seen that the Defender had turned first; but when the Vigilant came to tack shortly after, she found herself still on the weather quarter of the new boat. The Defender tacked for shore in the next few minutes, and the Vigilant followed, keeping the same relative position. [6,494,222,546]
paragraph: When the yachts turned the stake for the run home there was considerable eagerness to see the big spinnakers and balloon jib topsails set. The crews of both yachts could have heard the criticisms on their work as they got out the great clouds of canvas, though they handled many valuable points. [463,988,681,1040]
headline-left-hanging: LEFT HANGING IN A CHAIN. [499,799,645,811]
paragraph: WASHINGTON, July 20.—Ex-Speaker Crisp, accompanied by his son Charles, is in Washington en route to New York, whence they will sail Wednesday next on one of the American line steamers for a European trip of two months' duration. [1151,1137,1367,1178]
page-fold-line [0,1010,1601,1020]
divider [1216,396,1302,397]
divider [1216,684,1302,685]
paragraph: WASHINGTON, July 20.—Efforts have been made by influential friends and patriotic societies to get the Secretary of the Interior and Commissioner of Pensions Lochren to reinstate Miss Key, granddaughter of Francis Scott Key, the author of the 'Star Spangled Banner,' to her place in the Pension Office. [1151,288,1367,350]
paragraph: The bones and teeth found in the cellar are believed to be those of Minnie Williams, who with her sister Anna disappeared in Chicago more than a year ago. [922,1023,1139,1054]
divider [1216,463,1302,464]
paragraph: The result of this manoeuvring, or tack splitting, as the sailors called it, was that they were simply heading the same course, with the Defender placed rather better than the Vigilant, as she had been from the start, but neither had gained any advantage that the eye could see. [6,1128,222,1180]
ad-text: Is the One True Blood Purifier. [517,1884,629,1894]
paragraph: CHICAGO, July 20.—New evidence of murder was brought to light this morning in the residence at 701 Sixty-third street, formerly occupied by H. H. Holmes, the insurance swindler. Detective Fitzpatrick discovered in an ash heap the charred remains of a woman's high-heeled buttoned shoe and also a piece of gas grain silk dress. [922,623,1139,685]
paragraph: came prepared for seasickness were agreeably disappointed. Just before the yachts reached the turning stake it was announced on the club steamer that lunch was ready, and a hungrier crowd never sat down to a better meal. All sorts of tempting dishes were placed before the guests of the club, and many of them were drunk to the success of the Defender. [463,40,681,102]
ad-title: FOR THE RACES. [741,1894,864,1957]
deck: Southern Merchants War Upon the Louisville and Nashville System. [466,659,678,669]
paragraph: Maria reached the prison Thursday afternoon about 4 o'clock. After what has been characterized as a brutal exhibition in court by Recorder Goff, and an exhibition of unseemly haste on the part of the unfortunate Tammen, who wanted to shirk the responsibility of keeping her after her sentence. [693,1119,910,1181]
column-2 [234,40,451,2020]
